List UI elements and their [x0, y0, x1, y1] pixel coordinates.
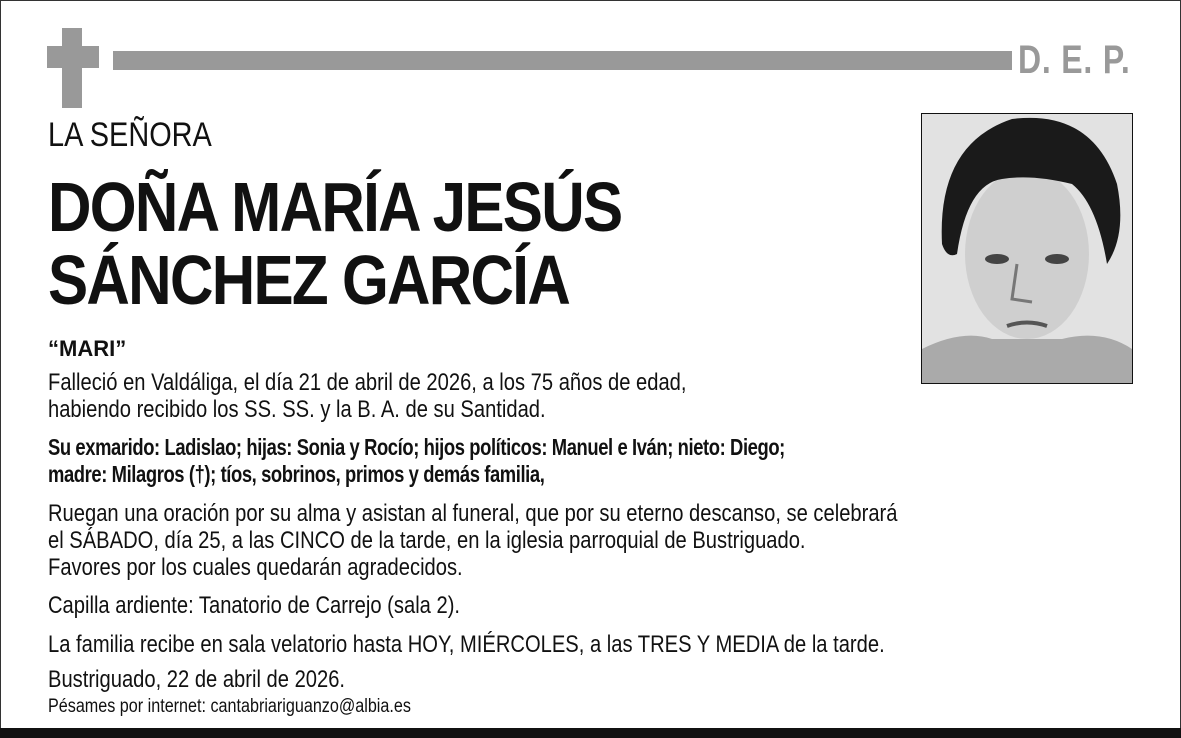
chapel-info: Capilla ardiente: Tanatorio de Carrejo (sala 2).: [48, 592, 461, 619]
deceased-name-line-2: SÁNCHEZ GARCÍA: [48, 241, 570, 319]
header-rule: [113, 51, 1012, 70]
funeral-line: el SÁBADO, día 25, a las CINCO de la tarde, en la iglesia parroquial de Bustriguado.: [48, 527, 806, 554]
cross-icon: [62, 28, 82, 108]
death-line: Falleció en Valdáliga, el día 21 de abril de 2026, a los 75 años de edad,: [48, 369, 687, 396]
death-line: habiendo recibido los SS. SS. y la B. A. de su Santidad.: [48, 396, 546, 423]
bottom-bar: [0, 728, 1181, 738]
funeral-line: Favores por los cuales quedarán agradecidos.: [48, 554, 463, 581]
family-line: Su exmarido: Ladislao; hijas: Sonia y Rocío; hijos políticos: Manuel e Iván; nieto: Diego;: [48, 434, 785, 460]
portrait-photo: [921, 113, 1133, 384]
condolences-email: Pésames por internet: cantabriariguanzo@albia.es: [48, 696, 411, 717]
intro-label: LA SEÑORA: [48, 116, 212, 154]
nickname: “MARI”: [48, 336, 127, 361]
dep-label: D. E. P.: [1018, 38, 1131, 82]
funeral-line: Ruegan una oración por su alma y asistan al funeral, que por su eterno descanso, se celebrará: [48, 500, 898, 527]
deceased-name-line-1: DOÑA MARÍA JESÚS: [48, 168, 622, 246]
place-date: Bustriguado, 22 de abril de 2026.: [48, 666, 346, 693]
family-line: madre: Milagros (†); tíos, sobrinos, primos y demás familia,: [48, 461, 545, 487]
visitation-info: La familia recibe en sala velatorio hasta HOY, MIÉRCOLES, a las TRES Y MEDIA de la tarde.: [48, 631, 885, 658]
cross-icon-arm: [47, 46, 99, 68]
